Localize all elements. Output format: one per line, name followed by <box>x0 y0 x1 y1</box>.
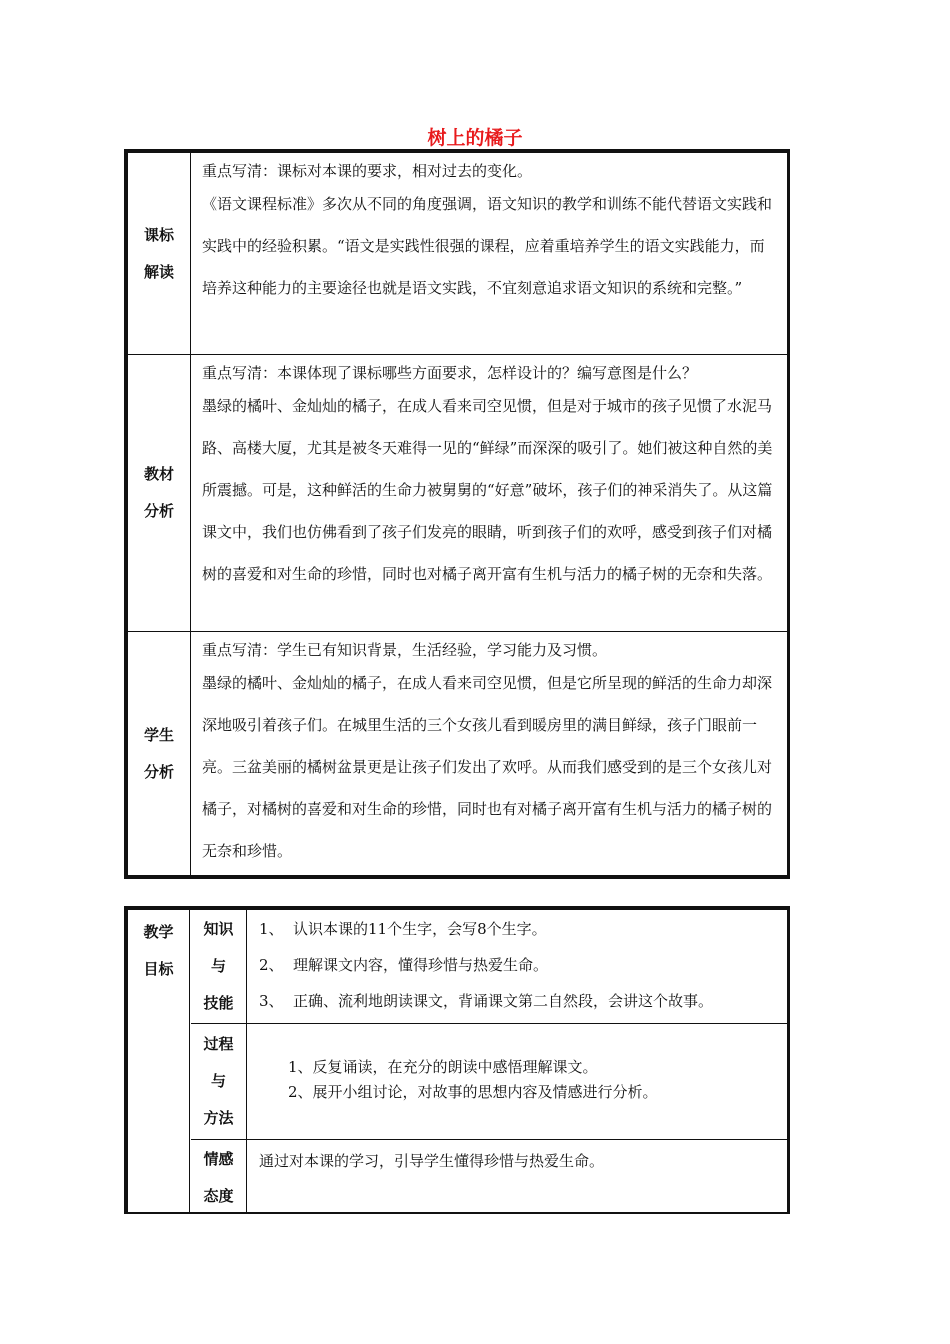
label-line: 态度 <box>203 1187 234 1205</box>
emotion-goal: 通过对本课的学习，引导学生懂得珍惜与热爱生命。 <box>259 1152 605 1170</box>
process-row <box>191 1024 787 1140</box>
row-content <box>191 355 787 631</box>
focus-note: 重点写清：本课体现了课标哪些方面要求，怎样设计的？编写意图是什么？ <box>202 364 698 382</box>
emotion-label <box>191 1140 247 1212</box>
knowledge-row <box>191 910 787 1024</box>
list-item <box>259 983 787 1019</box>
row-label-line: 分析 <box>143 502 174 520</box>
focus-note: 重点写清：学生已有知识背景，生活经验，学习能力及习惯。 <box>202 641 608 659</box>
item-number: 3、 <box>259 992 284 1010</box>
emotion-row <box>191 1140 787 1212</box>
knowledge-label <box>191 910 247 1023</box>
knowledge-goals <box>248 910 787 1023</box>
label-line: 技能 <box>203 994 234 1012</box>
table-row <box>128 632 787 875</box>
item-text: 正确、流利地朗读课文，背诵课文第二自然段，会讲这个故事。 <box>293 992 714 1010</box>
label-line: 情感 <box>203 1150 234 1168</box>
row-label <box>128 153 191 354</box>
item-text: 认识本课的11个生字，会写8个生字。 <box>293 920 547 938</box>
label-line: 方法 <box>203 1109 234 1127</box>
item-text: 理解课文内容，懂得珍惜与热爱生命。 <box>293 956 549 974</box>
row-label-line: 课标 <box>143 225 174 244</box>
item-number: 1、 <box>259 920 284 938</box>
list-item <box>259 911 787 947</box>
row-label <box>128 355 191 631</box>
label-line: 过程 <box>203 1035 234 1053</box>
table-row <box>128 153 787 355</box>
label-line: 教学 <box>143 923 174 941</box>
body-text: 墨绿的橘叶、金灿灿的橘子，在成人看来司空见惯，但是对于城市的孩子见惯了水泥马路、高楼大厦，尤其是被冬天难得一见的“鲜绿”而深深的吸引了。她们被这种自然的美所震撼。可是，这种鲜活的生命力被舅舅的“好意”破坏，孩子们的神采消失了。从这篇课文中，我们也仿佛看到了孩子们发亮的眼睛，听到孩子们的欢呼，感受到孩子们对橘树的喜爱和对生命的珍惜，同时也对橘子离开富有生机与活力的橘子树的无奈和失落。 <box>202 397 773 583</box>
list-item: 1、反复诵读，在充分的朗读中感悟理解课文。 <box>288 1058 598 1076</box>
process-goals <box>248 1024 787 1139</box>
row-label-line: 解读 <box>143 262 174 281</box>
body-text: 墨绿的橘叶、金灿灿的橘子，在成人看来司空见惯，但是它所呈现的鲜活的生命力却深深地吸引着孩子们。在城里生活的三个女孩儿看到暖房里的满目鲜绿，孩子门眼前一亮。三盆美丽的橘树盆景更是让孩子们发出了欢呼。从而我们感受到的是三个女孩儿对橘子，对橘树的喜爱和对生命的珍惜，同时也有对橘子离开富有生机与活力的橘子树的无奈和珍惜。 <box>202 674 773 860</box>
row-label-line: 分析 <box>143 762 174 781</box>
label-line: 与 <box>210 957 226 975</box>
row-label <box>128 632 191 875</box>
analysis-table <box>124 149 790 879</box>
row-content <box>191 632 787 875</box>
item-number: 2、 <box>259 956 284 974</box>
list-item: 2、展开小组讨论，对故事的思想内容及情感进行分析。 <box>288 1083 658 1101</box>
label-line: 知识 <box>203 920 234 938</box>
row-label-line: 教材 <box>143 465 174 483</box>
objectives-label <box>128 910 190 1212</box>
row-content <box>191 153 787 354</box>
table-row <box>128 355 787 632</box>
page-title: 树上的橘子 <box>427 127 523 149</box>
label-line: 目标 <box>143 960 174 978</box>
objectives-table <box>124 906 790 1214</box>
list-item <box>259 947 787 983</box>
focus-note: 重点写清：课标对本课的要求，相对过去的变化。 <box>202 162 533 180</box>
body-text: 《语文课程标准》多次从不同的角度强调，语文知识的教学和训练不能代替语文实践和实践中的经验积累。“语文是实践性很强的课程，应着重培养学生的语文实践能力，而培养这种能力的主要途径也就是语文实践，不宜刻意追求语文知识的系统和完整。” <box>202 195 773 297</box>
process-label <box>191 1024 247 1139</box>
row-label-line: 学生 <box>143 725 174 744</box>
label-line: 与 <box>210 1072 226 1090</box>
